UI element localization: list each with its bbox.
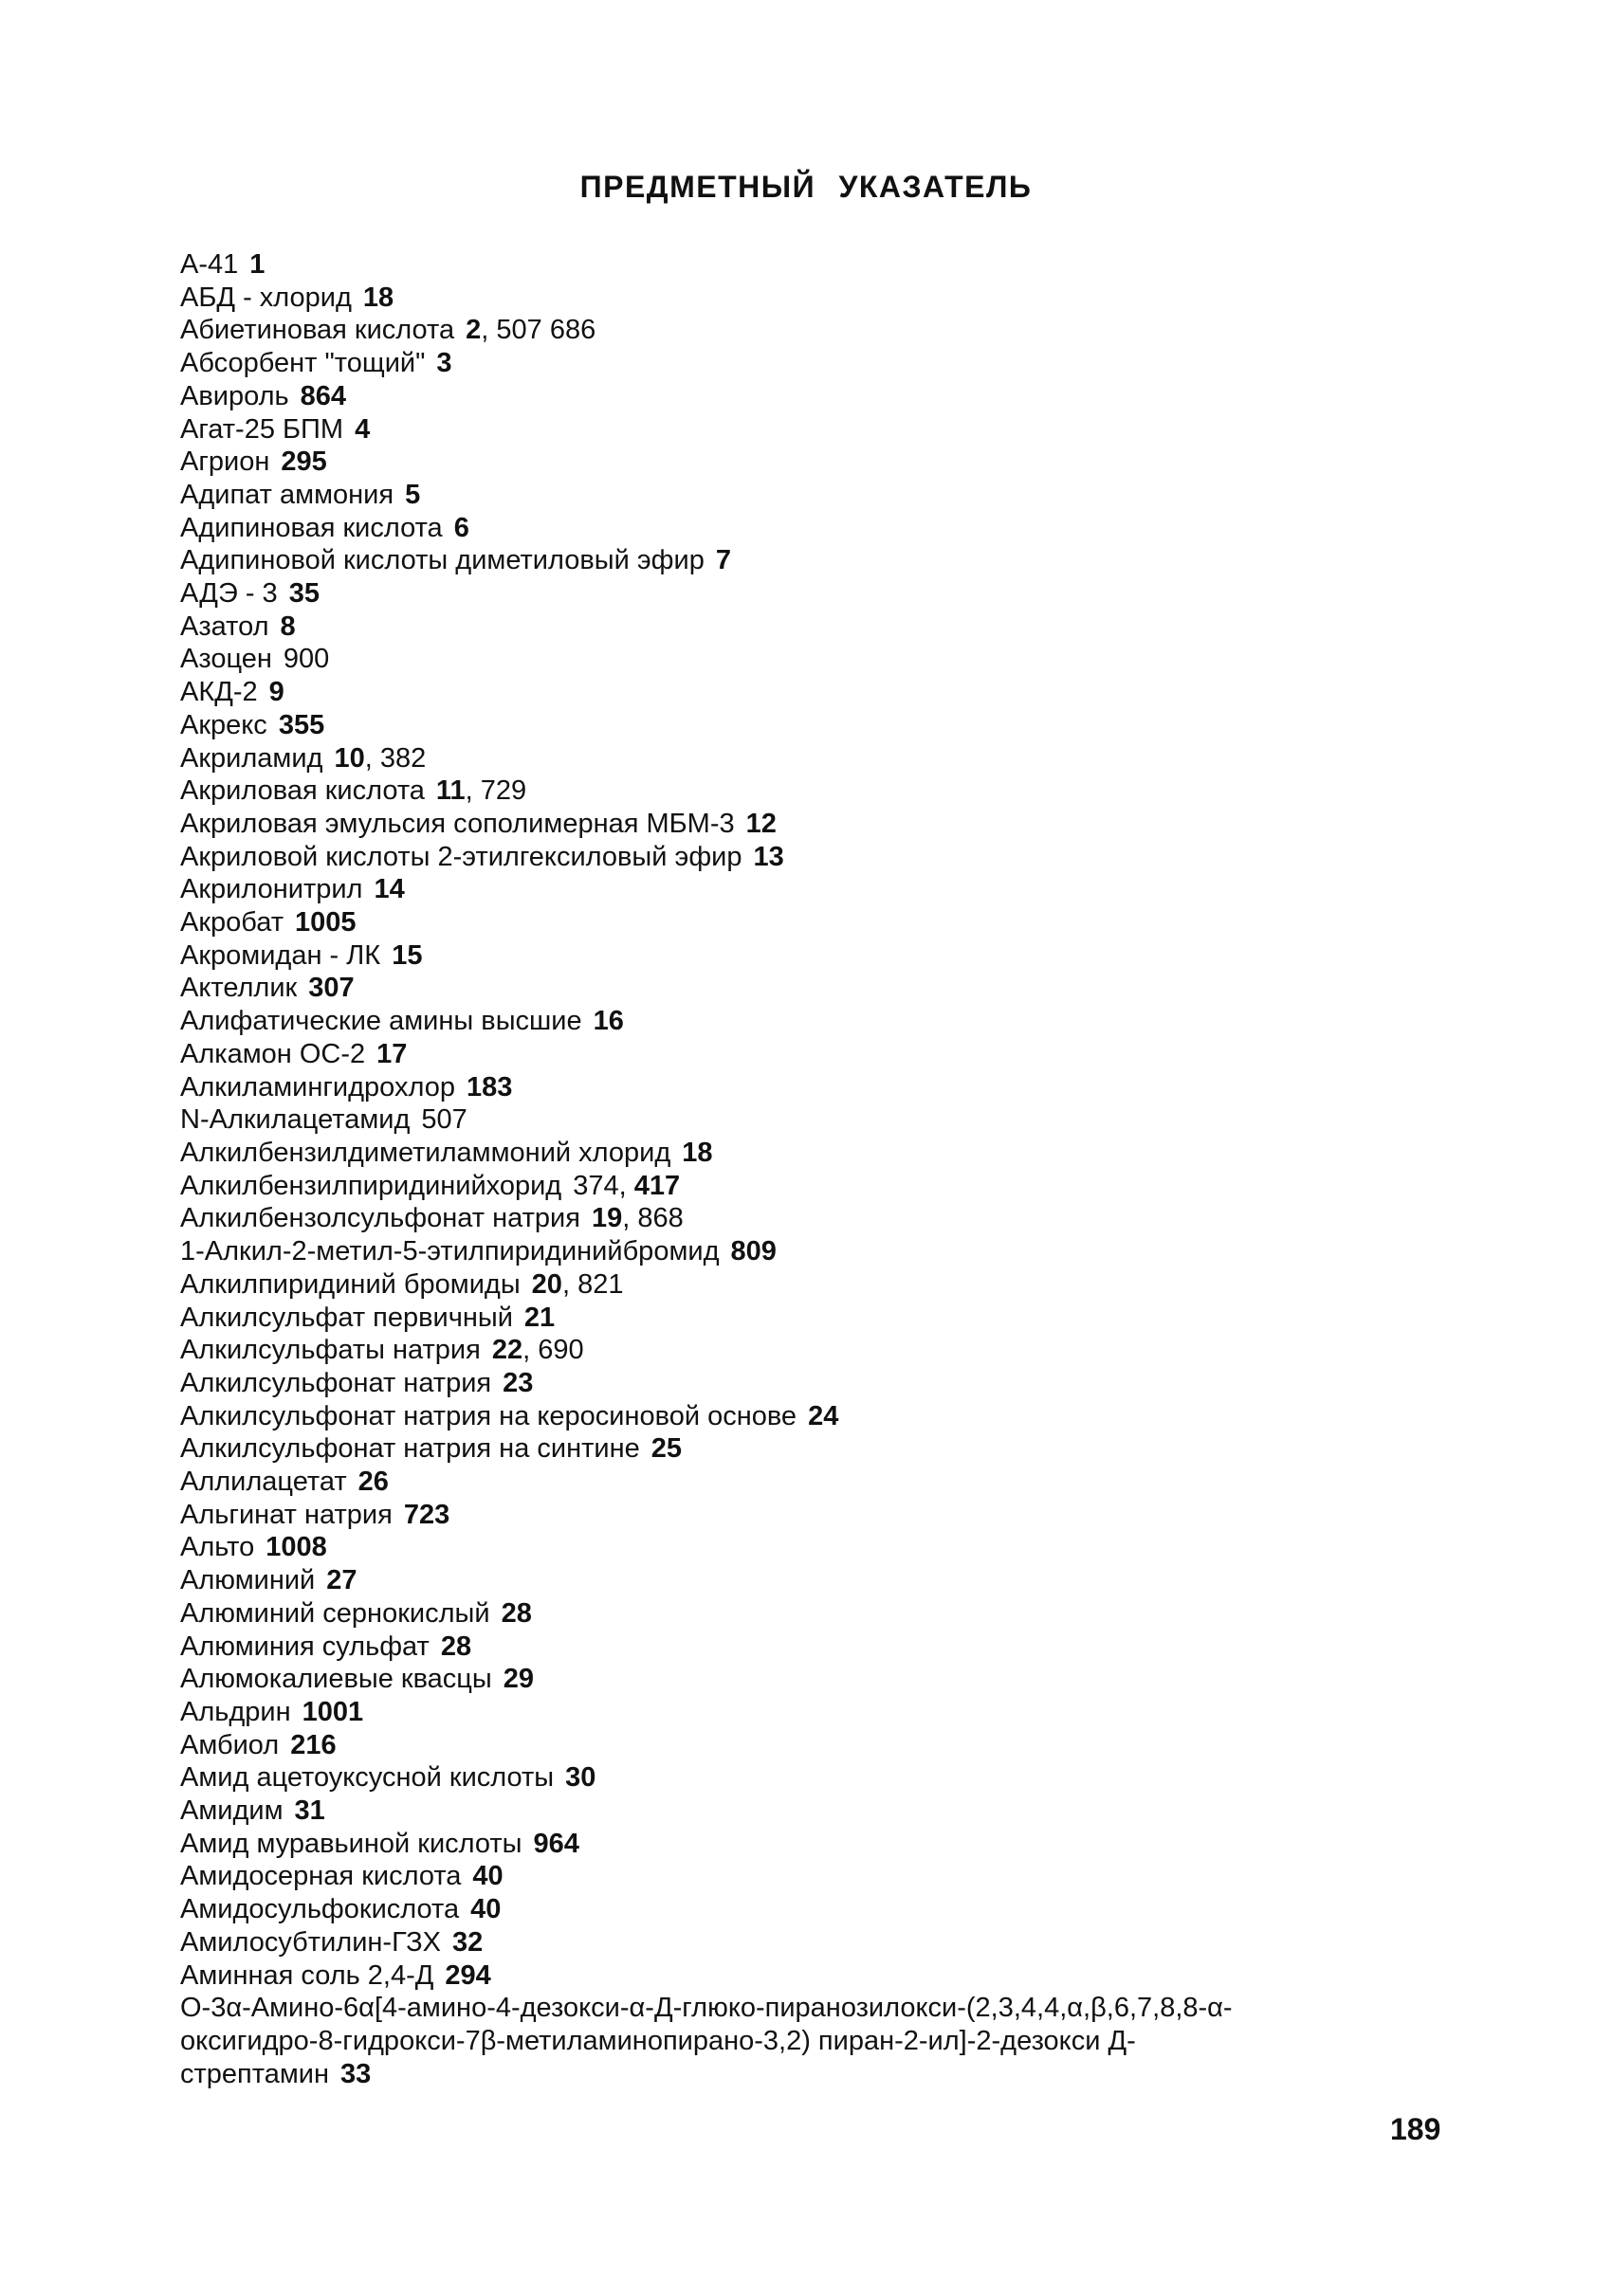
index-entry <box>180 512 1318 545</box>
index-entry <box>180 479 1318 512</box>
index-entry <box>180 282 1318 315</box>
index-term: Адипиновой кислоты диметиловый эфир <box>180 545 705 576</box>
index-entry <box>180 1696 1318 1729</box>
index-term: Алкилбензолсульфонат натрия <box>180 1203 580 1234</box>
primary-page-ref: 7 <box>715 545 731 576</box>
index-term: Алкилсульфонат натрия на синтине <box>180 1433 640 1465</box>
secondary-page-ref: 690 <box>538 1335 584 1366</box>
index-entry <box>180 873 1318 906</box>
index-term: N-Алкилацетамид <box>180 1104 411 1136</box>
secondary-page-ref: 374 <box>573 1170 619 1201</box>
primary-page-ref: 22 <box>491 1335 523 1366</box>
primary-page-ref: 417 <box>633 1170 681 1201</box>
primary-page-ref: 20 <box>531 1268 562 1300</box>
index-term: Алкилсульфаты натрия <box>180 1335 481 1366</box>
secondary-page-ref: 729 <box>480 775 527 807</box>
primary-page-ref: 18 <box>682 1137 713 1168</box>
primary-page-ref: 15 <box>392 939 423 971</box>
index-entry <box>180 972 1318 1005</box>
index-entry <box>180 1795 1318 1828</box>
primary-page-ref: 8 <box>280 610 296 642</box>
index-entry <box>180 1860 1318 1893</box>
index-entry <box>180 709 1318 742</box>
primary-page-ref: 10 <box>334 742 365 774</box>
index-entry <box>180 446 1318 479</box>
index-term: Алюмокалиевые квасцы <box>180 1664 492 1695</box>
index-term: Акрекс <box>180 709 267 740</box>
primary-page-ref: 294 <box>445 1959 491 1991</box>
secondary-page-ref: 868 <box>637 1203 684 1234</box>
primary-page-ref: 307 <box>308 973 355 1004</box>
index-entry: Алкилбензолсульфонат натрия 19, 868 <box>180 1203 684 1234</box>
index-term: Акриловая эмульсия сополимерная МБМ-3 <box>180 808 735 839</box>
index-term: Амид ацетоуксусной кислоты <box>180 1762 555 1794</box>
index-entry <box>180 1137 1318 1170</box>
index-term: Амидим <box>180 1795 284 1827</box>
primary-page-ref: 216 <box>290 1729 337 1760</box>
primary-page-ref: 40 <box>470 1894 502 1925</box>
index-term: Акриламид <box>180 742 323 774</box>
secondary-page-ref: 382 <box>379 742 427 774</box>
index-entry <box>180 610 1318 644</box>
index-term: Азатол <box>180 610 269 642</box>
index-entry <box>180 1432 1318 1466</box>
index-term: Абиетиновая кислота <box>180 315 455 346</box>
index-entry <box>180 1959 1318 1993</box>
index-entry <box>180 1663 1318 1696</box>
index-term: Алюминия сульфат <box>180 1631 430 1662</box>
index-term: АДЭ - 3 <box>180 578 278 610</box>
index-entry: Алкилбензилпиридинийхорид 374, 417 <box>180 1170 681 1201</box>
index-term: Акриловая кислота <box>180 775 425 807</box>
primary-page-ref: 2 <box>466 315 482 346</box>
index-term: Амид муравьиной кислоты <box>180 1828 522 1859</box>
primary-page-ref: 27 <box>326 1565 357 1596</box>
primary-page-ref: 6 <box>453 512 469 543</box>
primary-page-ref: 33 <box>339 2058 372 2089</box>
index-term: 1-Алкил-2-метил-5-этилпиридинийбромид <box>180 1236 720 1267</box>
page-title: ПРЕДМЕТНЫЙ УКАЗАТЕЛЬ <box>579 170 1033 205</box>
index-term: Альгинат натрия <box>180 1499 393 1530</box>
subject-index-list <box>180 248 1318 2090</box>
index-entry <box>180 1564 1318 1597</box>
primary-page-ref: 1 <box>249 249 266 280</box>
index-term: Амидосульфокислота <box>180 1894 460 1925</box>
index-term: Адипиновая кислота <box>180 512 443 543</box>
secondary-page-ref: 821 <box>577 1268 624 1300</box>
primary-page-ref: 30 <box>565 1762 596 1794</box>
primary-page-ref: 17 <box>376 1038 408 1069</box>
index-term: Актеллик <box>180 973 298 1004</box>
primary-page-ref: 11 <box>435 775 466 807</box>
index-term: Альдрин <box>180 1696 291 1727</box>
index-term: Акробат <box>180 907 284 938</box>
index-term: Акриловой кислоты 2-этилгексиловый эфир <box>180 841 742 872</box>
index-entry <box>180 1992 1318 2090</box>
index-entry <box>180 1071 1318 1104</box>
index-entry <box>180 1038 1318 1071</box>
primary-page-ref: 864 <box>300 380 346 411</box>
index-entry <box>180 1466 1318 1499</box>
index-entry <box>180 1828 1318 1861</box>
primary-page-ref: 29 <box>503 1664 535 1695</box>
index-term: Акрилонитрил <box>180 874 363 905</box>
index-term: Агрион <box>180 446 270 478</box>
index-term: Альто <box>180 1532 255 1563</box>
index-entry <box>180 1893 1318 1926</box>
primary-page-ref: 3 <box>436 348 452 379</box>
index-entry <box>180 1235 1318 1268</box>
index-term: Алюминий сернокислый <box>180 1597 490 1629</box>
primary-page-ref: 723 <box>403 1499 450 1530</box>
index-term: Амбиол <box>180 1729 280 1760</box>
primary-page-ref: 4 <box>355 413 371 445</box>
primary-page-ref: 9 <box>268 677 284 708</box>
index-term: Акромидан - ЛК <box>180 939 381 971</box>
index-term: Алифатические амины высшие <box>180 1006 582 1037</box>
primary-page-ref: 809 <box>730 1236 777 1267</box>
primary-page-ref: 40 <box>472 1861 504 1892</box>
index-entry <box>180 808 1318 841</box>
primary-page-ref: 183 <box>467 1071 513 1102</box>
index-entry <box>180 380 1318 413</box>
primary-page-ref: 31 <box>294 1795 325 1827</box>
secondary-page-ref: 507 686 <box>496 315 596 346</box>
primary-page-ref: 1008 <box>266 1532 327 1563</box>
primary-page-ref: 13 <box>753 841 784 872</box>
primary-page-ref: 5 <box>405 479 421 510</box>
index-term: Алюминий <box>180 1565 316 1596</box>
index-entry <box>180 1729 1318 1762</box>
secondary-page-ref: 900 <box>283 644 330 675</box>
index-entry <box>180 643 1318 676</box>
primary-page-ref: 295 <box>281 446 327 478</box>
index-term: Амилосубтилин-ГЗХ <box>180 1926 441 1958</box>
primary-page-ref: 1005 <box>295 907 357 938</box>
index-entry <box>180 1499 1318 1532</box>
primary-page-ref: 16 <box>593 1006 624 1037</box>
primary-page-ref: 24 <box>808 1400 839 1431</box>
primary-page-ref: 964 <box>533 1828 579 1859</box>
index-term: Алкилсульфонат натрия <box>180 1367 492 1398</box>
index-entry <box>180 1631 1318 1664</box>
index-term: Авироль <box>180 380 289 411</box>
index-term: Алкамон ОС-2 <box>180 1038 366 1069</box>
index-term: АБД - хлорид <box>180 282 352 313</box>
index-term: Алкилсульфонат натрия на керосиновой основе <box>180 1400 797 1431</box>
index-entry: Акриламид 10, 382 <box>180 742 427 774</box>
index-entry: Алкилпиридиний бромиды 20, 821 <box>180 1268 624 1300</box>
index-entry <box>180 1761 1318 1795</box>
index-entry <box>180 841 1318 874</box>
index-entry <box>180 1597 1318 1631</box>
index-entry: Алкилсульфаты натрия 22, 690 <box>180 1335 584 1366</box>
primary-page-ref: 26 <box>357 1467 389 1498</box>
primary-page-ref: 25 <box>650 1433 682 1465</box>
index-term: Аминная соль 2,4-Д <box>180 1959 434 1991</box>
index-term: Амидосерная кислота <box>180 1861 462 1892</box>
index-entry <box>180 248 1318 282</box>
primary-page-ref: 14 <box>374 874 405 905</box>
primary-page-ref: 23 <box>503 1367 534 1398</box>
primary-page-ref: 28 <box>440 1631 472 1662</box>
index-term: Аллилацетат <box>180 1467 347 1498</box>
index-entry <box>180 577 1318 610</box>
index-term: Алкиламингидрохлор <box>180 1071 455 1102</box>
index-term: А-41 <box>180 249 239 280</box>
primary-page-ref: 1001 <box>302 1696 364 1727</box>
primary-page-ref: 12 <box>745 808 777 839</box>
index-entry <box>180 1302 1318 1335</box>
index-entry <box>180 906 1318 939</box>
index-entry: Абиетиновая кислота 2, 507 686 <box>180 315 596 346</box>
index-term: Азоцен <box>180 644 272 675</box>
index-term: Абсорбент "тощий" <box>180 348 426 379</box>
index-term: О-3α-Амино-6α[4-амино-4-дезокси-α-Д-глюко-пиранозилокси-(2,3,4,4,α,β,6,7,8,8-α-оксигидро-8-гидрокси-7β-метиламинопирано-3,2) пиран-2-ил]-2-дезокси Д-стрептамин <box>180 1993 1233 2089</box>
index-entry <box>180 1926 1318 1959</box>
primary-page-ref: 355 <box>278 709 325 740</box>
index-term: Агат-25 БПМ <box>180 413 344 445</box>
primary-page-ref: 18 <box>362 282 394 313</box>
index-entry <box>180 1103 1318 1137</box>
page-number: 189 <box>1390 2112 1441 2146</box>
primary-page-ref: 21 <box>523 1302 556 1333</box>
primary-page-ref: 32 <box>452 1926 484 1958</box>
index-entry <box>180 1367 1318 1400</box>
index-term: Адипат аммония <box>180 479 394 510</box>
index-entry: Акриловая кислота 11, 729 <box>180 775 527 807</box>
index-term: Алкилбензилдиметиламмоний хлорид <box>180 1137 671 1168</box>
index-entry <box>180 413 1318 446</box>
index-term: Алкилсульфат первичный <box>180 1302 513 1333</box>
index-entry <box>180 939 1318 973</box>
index-entry <box>180 347 1318 380</box>
primary-page-ref: 35 <box>288 578 320 610</box>
index-entry <box>180 676 1318 709</box>
index-entry <box>180 1531 1318 1564</box>
index-entry <box>180 1005 1318 1038</box>
secondary-page-ref: 507 <box>421 1104 467 1136</box>
primary-page-ref: 28 <box>501 1597 532 1629</box>
index-term: Алкилпиридиний бромиды <box>180 1268 521 1300</box>
index-term: АКД-2 <box>180 677 258 708</box>
index-entry <box>180 1400 1318 1433</box>
index-entry <box>180 544 1318 577</box>
primary-page-ref: 19 <box>591 1203 623 1234</box>
index-term: Алкилбензилпиридинийхорид <box>180 1170 562 1201</box>
